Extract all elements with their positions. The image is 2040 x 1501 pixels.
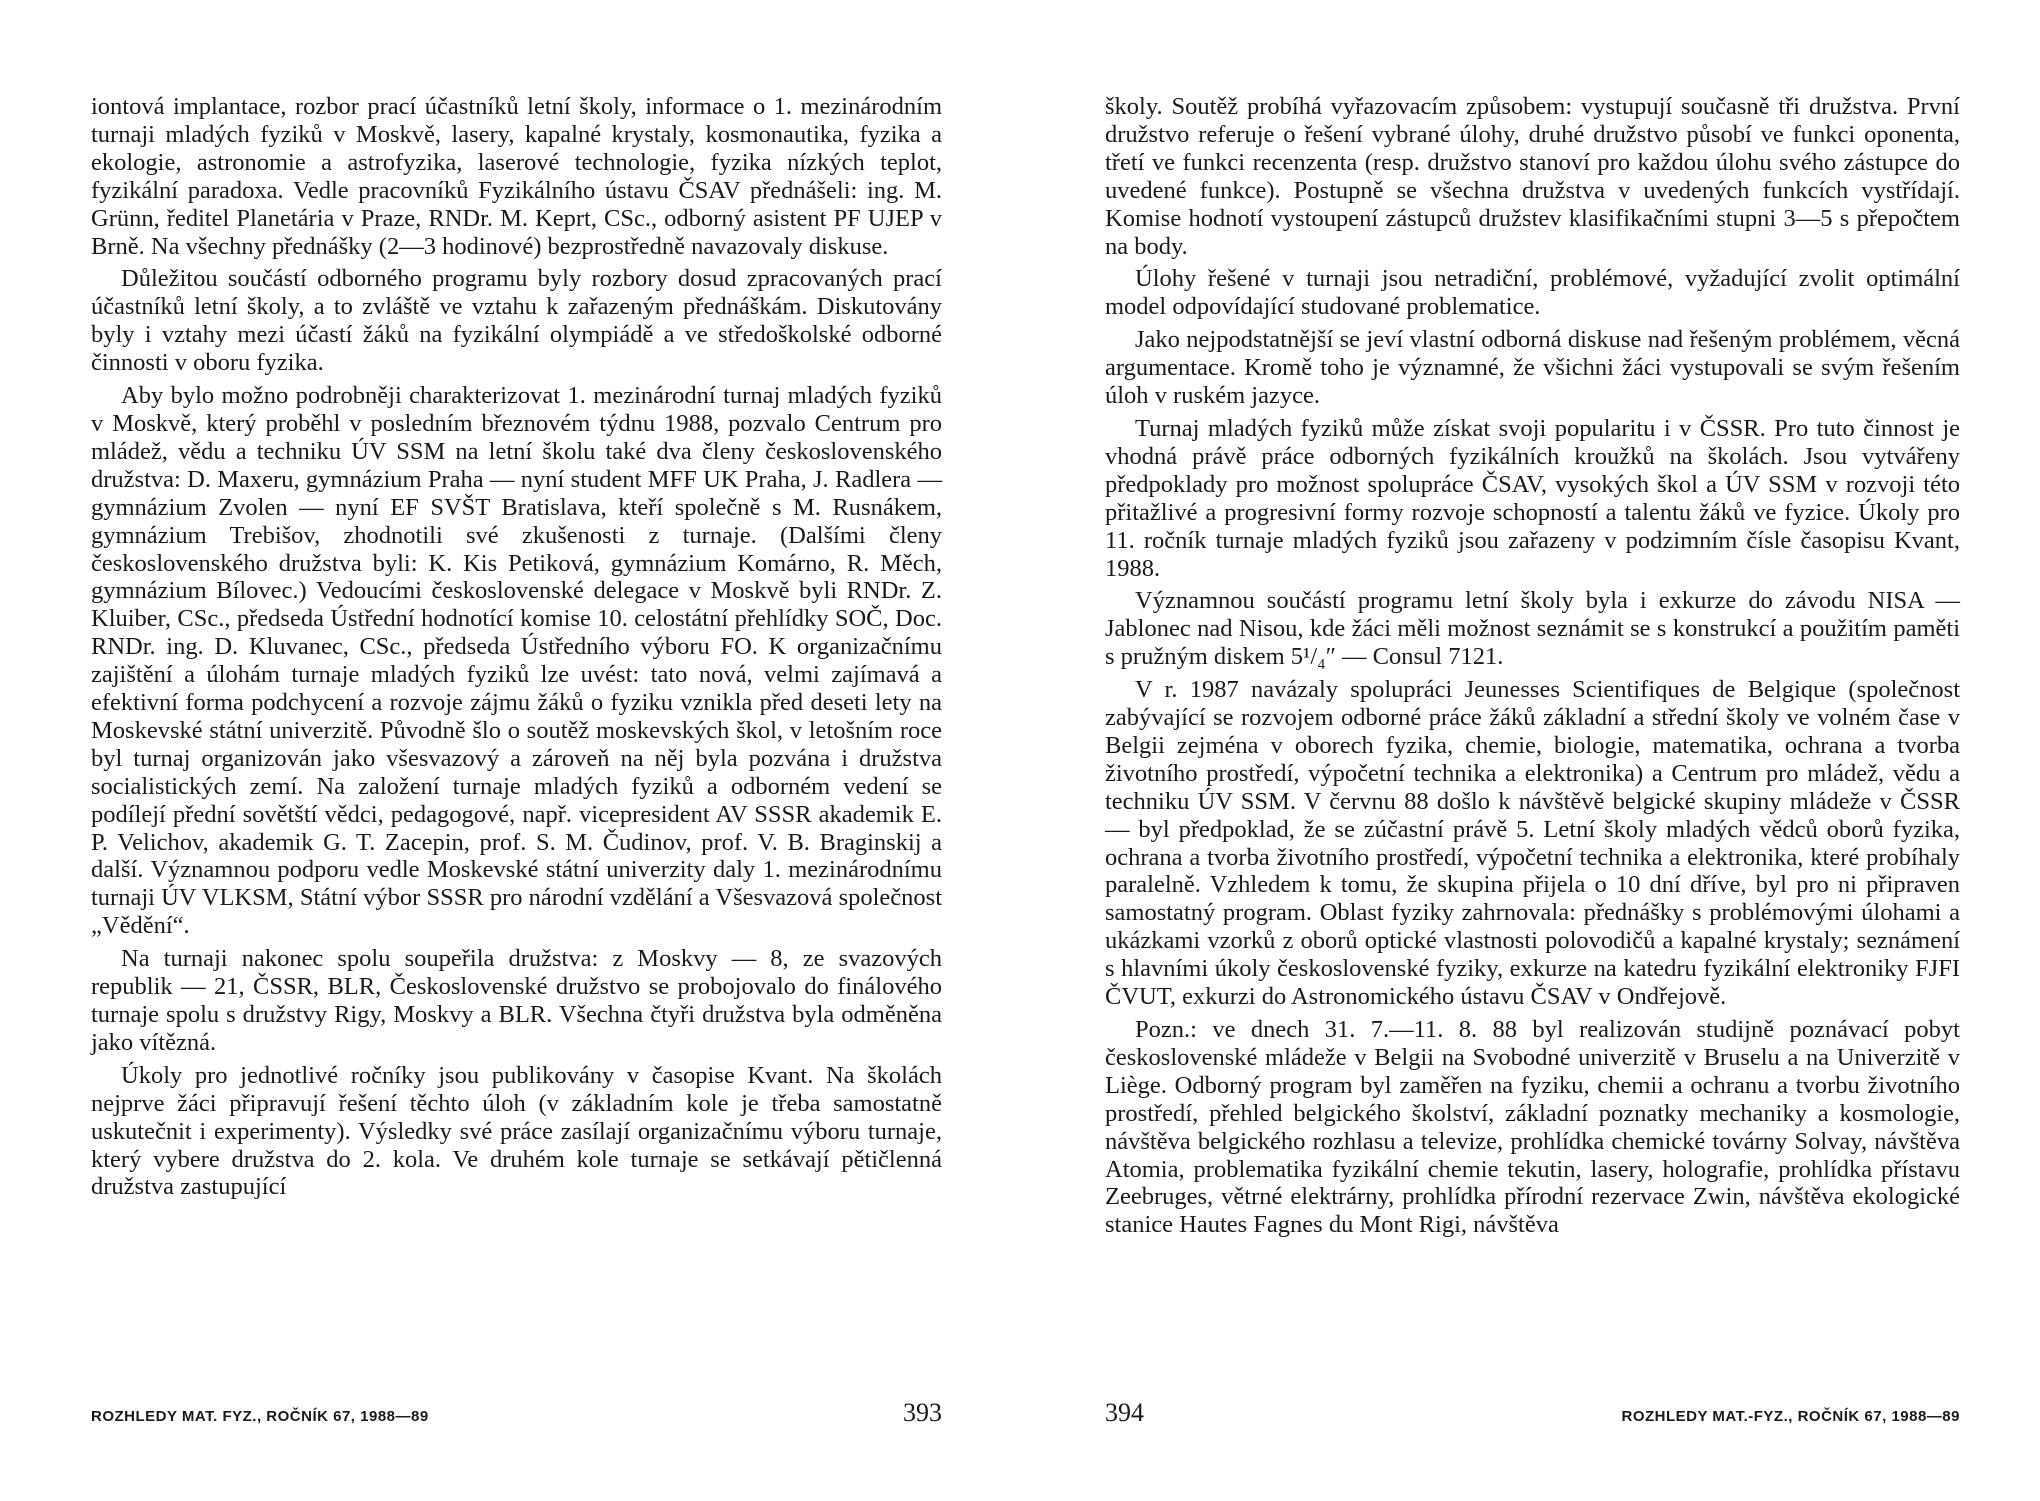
paragraph: Pozn.: ve dnech 31. 7.—11. 8. 88 byl realizován studijně poznávací pobyt československé mládeže v Belgii na Svobodné univerzitě v Bruselu a na Univerzitě v Liège. Odborný program byl zaměřen na fyziku, chemii a ochranu a tvorbu životního prostředí, přehled belgického školství, základní poznatky mechaniky a kosmologie, návštěva belgického rozhlasu a televize, prohlídka chemické továrny Solvay, návštěva Atomia, problematika fyzikální chemie tekutin, lasery, holografie, prohlídka přístavu Zeebruges, větrné elektrárny, prohlídka přírodní rezervace Zwin, návštěva ekologické stanice Hautes Fagnes du Mont Rigi, návštěva [1105, 1016, 1960, 1239]
running-head: ROZHLEDY MAT.-FYZ., ROČNÍK 67, 1988—89 [1621, 1408, 1960, 1425]
paragraph: Úlohy řešené v turnaji jsou netradiční, problémové, vyžadující zvolit optimální model odpovídající studované problematice. [1105, 265, 1960, 321]
paragraph: Významnou součástí programu letní školy byla i exkurze do závodu NISA — Jablonec nad Nisou, kde žáci měli možnost seznámit se s konstrukcí a použitím paměti s pružným diskem 5¹/₄″ — Consul 7121. [1105, 587, 1960, 671]
right-page [1010, 0, 2040, 1501]
right-page-text [1105, 93, 1960, 1244]
page-number: 393 [903, 1398, 942, 1427]
running-head: ROZHLEDY MAT. FYZ., ROČNÍK 67, 1988—89 [91, 1408, 429, 1425]
left-page-footer [91, 1398, 942, 1428]
left-page-text [91, 93, 942, 1206]
page-number: 394 [1105, 1398, 1144, 1427]
paragraph: Úkoly pro jednotlivé ročníky jsou publikovány v časopise Kvant. Na školách nejprve žáci připravují řešení těchto úloh (v základním kole je třeba samostatně uskutečnit i experimenty). Výsledky své práce zasílají organizačnímu výboru turnaje, který vybere družstva do 2. kola. Ve druhém kole turnaje se setkávají pětičlenná družstva zastupující [91, 1061, 942, 1201]
paragraph: školy. Soutěž probíhá vyřazovacím způsobem: vystupují současně tři družstva. První družstvo referuje o řešení vybrané úlohy, druhé družstvo působí ve funkci oponenta, třetí ve funkci recenzenta (resp. družstvo stanoví pro každou úlohu svého zástupce do uvedené funkce). Postupně se všechna družstva v uvedených funkcích vystřídají. Komise hodnotí vystoupení zástupců družstev klasifikačními stupni 3—5 s přepočtem na body. [1105, 93, 1960, 260]
paragraph: Aby bylo možno podrobněji charakterizovat 1. mezinárodní turnaj mladých fyziků v Moskvě, který proběhl v posledním březnovém týdnu 1988, pozvalo Centrum pro mládež, vědu a techniku ÚV SSM na letní školu také dva členy československého družstva: D. Maxeru, gymnázium Praha — nyní student MFF UK Praha, J. Radlera — gymnázium Zvolen — nyní EF SVŠT Bratislava, kteří společně s M. Rusnákem, gymnázium Trebišov, zhodnotili své zkušenosti z turnaje. (Dalšími členy československého družstva byli: K. Kis Petiková, gymnázium Komárno, R. Měch, gymnázium Bílovec.) Vedoucími československé delegace v Moskvě byli RNDr. Z. Kluiber, CSc., předseda Ústřední hodnotící komise 10. celostátní přehlídky SOČ, Doc. RNDr. ing. D. Kluvanec, CSc., předseda Ústředního výboru FO. K organizačnímu zajištění a úlohám turnaje mladých fyziků lze uvést: tato nová, velmi zajímavá a efektivní forma podchycení a rozvoje zájmu žáků o fyziku vznikla před deseti lety na Moskevské státní univerzitě. Původně šlo o soutěž moskevských škol, v letošním roce byl turnaj organizován jako všesvazový a zároveň na něj byla pozvána i družstva socialistických zemí. Na založení turnaje mladých fyziků a odborném vedení se podílejí přední sovětští vědci, pedagogové, např. vicepresident AV SSSR akademik E. P. Velichov, akademik G. T. Zacepin, prof. S. M. Čudinov, prof. V. B. Braginskij a další. Významnou podporu vedle Moskevské státní univerzity daly 1. mezinárodnímu turnaji ÚV VLKSM, Státní výbor SSSR pro národní vzdělání a Všesvazová společnost „Vědění“. [91, 382, 942, 940]
right-page-footer [1105, 1398, 1960, 1428]
paragraph: iontová implantace, rozbor prací účastníků letní školy, informace o 1. mezinárodním turnaji mladých fyziků v Moskvě, lasery, kapalné krystaly, kosmonautika, fyzika a ekologie, astronomie a astrofyzika, laserové technologie, fyzika nízkých teplot, fyzikální paradoxa. Vedle pracovníků Fyzikálního ústavu ČSAV přednášeli: ing. M. Grünn, ředitel Planetária v Praze, RNDr. M. Keprt, CSc., odborný asistent PF UJEP v Brně. Na všechny přednášky (2—3 hodinové) bezprostředně navazovaly diskuse. [91, 93, 942, 260]
paragraph: Turnaj mladých fyziků může získat svoji popularitu i v ČSSR. Pro tuto činnost je vhodná právě práce odborných fyzikálních kroužků na školách. Jsou vytvářeny předpoklady pro možnost spolupráce ČSAV, vysokých škol a ÚV SSM v rozvoji této přitažlivé a progresivní formy rozvoje schopností a talentu žáků ve fyzice. Úkoly pro 11. ročník turnaje mladých fyziků jsou zařazeny v podzimním čísle časopisu Kvant, 1988. [1105, 414, 1960, 582]
left-page [0, 0, 1010, 1501]
paragraph: Jako nejpodstatnější se jeví vlastní odborná diskuse nad řešeným problémem, věcná argumentace. Kromě toho je významné, že všichni žáci vystupovali se svým řešením úloh v ruském jazyce. [1105, 326, 1960, 410]
paragraph: V r. 1987 navázaly spolupráci Jeunesses Scientifiques de Belgique (společnost zabývající se rozvojem odborné práce žáků základní a střední školy ve volném čase v Belgii zejména v oborech fyzika, chemie, biologie, matematika, ochrana a tvorba životního prostředí, výpočetní technika a elektronika) a Centrum pro mládež, vědu a techniku ÚV SSM. V červnu 88 došlo k návštěvě belgické skupiny mládeže v ČSSR — byl předpoklad, že se zúčastní právě 5. Letní školy mladých vědců oborů fyzika, ochrana a tvorba životního prostředí, výpočetní technika a elektronika, které probíhaly paralelně. Vzhledem k tomu, že skupina přijela o 10 dní dříve, byl pro ni připraven samostatný program. Oblast fyziky zahrnovala: přednášky s problémovými úlohami a ukázkami vzorků z oborů optické vlastnosti polovodičů a kapalné krystaly; seznámení s hlavními úkoly československé fyziky, exkurze na katedru fyzikální elektroniky FJFI ČVUT, exkurzi do Astronomického ústavu ČSAV v Ondřejově. [1105, 676, 1960, 1011]
paragraph: Důležitou součástí odborného programu byly rozbory dosud zpracovaných prací účastníků letní školy, a to zvláště ve vztahu k zařazeným přednáškám. Diskutovány byly i vztahy mezi účastí žáků na fyzikální olympiádě a ve středoškolské odborné činnosti v oboru fyzika. [91, 265, 942, 377]
paragraph: Na turnaji nakonec spolu soupeřila družstva: z Moskvy — 8, ze svazových republik — 21, ČSSR, BLR, Československé družstvo se probojovalo do finálového turnaje spolu s družstvy Rigy, Moskvy a BLR. Všechna čtyři družstva byla odměněna jako vítězná. [91, 945, 942, 1056]
